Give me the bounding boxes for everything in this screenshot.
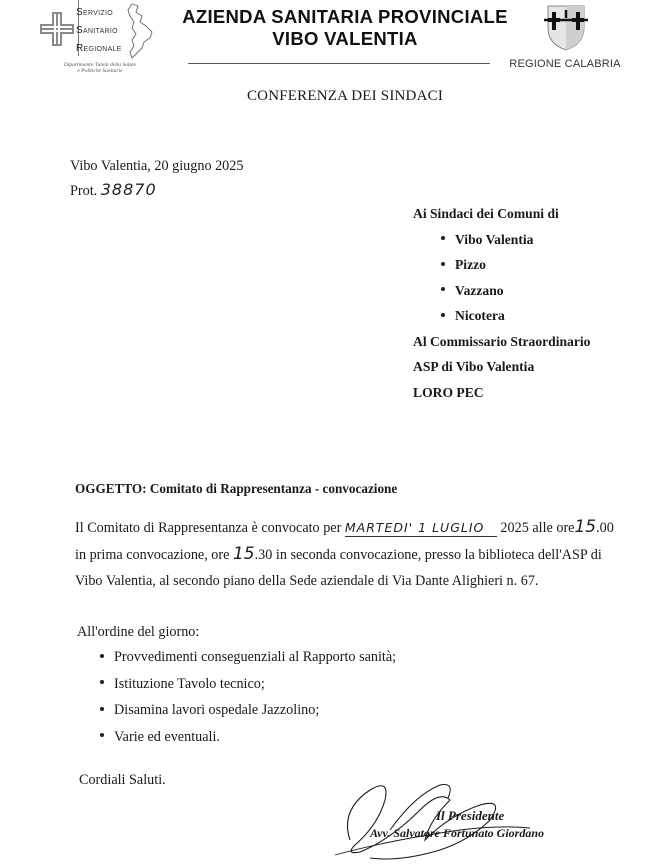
- signature-name: Avv. Salvatore Fortunato Giordano: [370, 826, 545, 840]
- logo-caption-1: Dipartimento Tutela della Salute: [63, 62, 137, 68]
- list-item: Vibo Valentia: [441, 227, 590, 253]
- handwritten-hour-1: 15: [574, 517, 597, 537]
- cross-logo-icon: [40, 12, 74, 46]
- list-item: Vazzano: [441, 278, 590, 304]
- closing: Cordiali Saluti.: [79, 772, 166, 788]
- regione-emblem-icon: [534, 2, 598, 52]
- header-rule: [188, 63, 490, 64]
- header-title-1: AZIENDA SANITARIA PROVINCIALE: [182, 6, 508, 27]
- logo-line-2: SANITARIO: [76, 25, 118, 36]
- convocation-line-2: in prima convocazione, ore 15.30 in seconda convocazione, presso la biblioteca dell'ASP di: [75, 544, 602, 564]
- handwritten-date: MARTEDI' 1 LUGLIO: [345, 520, 497, 537]
- convocation-paragraph: [75, 514, 635, 594]
- signature-role: Il Presidente: [436, 808, 505, 823]
- commissario-line-2: ASP di Vibo Valentia: [413, 359, 535, 374]
- list-item: Pizzo: [441, 252, 590, 278]
- recipients-heading: Ai Sindaci dei Comuni di: [413, 206, 559, 221]
- agenda-intro: All'ordine del giorno:: [77, 624, 200, 640]
- convocation-line-1: Il Comitato di Rappresentanza è convocato per MARTEDI' 1 LUGLIO 2025 alle ore15.00: [75, 517, 614, 537]
- list-item: Nicotera: [441, 303, 590, 329]
- pec-line: LORO PEC: [413, 384, 484, 400]
- handwritten-hour-2: 15: [232, 544, 255, 564]
- protocol: [70, 178, 157, 203]
- comuni-list: [441, 227, 590, 329]
- recipients-block: [413, 201, 590, 405]
- commissario-line-1: Al Commissario Straordinario: [413, 333, 591, 349]
- logo-caption-2: e Politiche Sanitarie: [77, 68, 123, 74]
- list-item: Varie ed eventuali.: [100, 724, 396, 751]
- logo-line-3: REGIONALE: [76, 43, 122, 54]
- convocation-line-3: Vibo Valentia, al secondo piano della Sede aziendale di Via Dante Alighieri n. 67.: [75, 573, 539, 589]
- region-label: REGIONE CALABRIA: [509, 58, 621, 70]
- agenda-list: [100, 644, 396, 750]
- list-item: Provvedimenti conseguenziali al Rapporto sanità;: [100, 644, 396, 671]
- list-item: Istituzione Tavolo tecnico;: [100, 671, 396, 698]
- signature-scribble: [330, 770, 540, 865]
- protocol-label: Prot.: [70, 183, 98, 199]
- header-title-2: VIBO VALENTIA: [272, 28, 418, 49]
- logo-line-1: SERVIZIO: [76, 7, 113, 18]
- subject-line: OGGETTO: Comitato di Rappresentanza - convocazione: [75, 481, 398, 496]
- asp-logo: [40, 0, 160, 80]
- protocol-number: 38870: [100, 180, 157, 199]
- list-item: Disamina lavori ospedale Jazzolino;: [100, 697, 396, 724]
- page-subtitle: CONFERENZA DEI SINDACI: [246, 88, 444, 104]
- place-date: Vibo Valentia, 20 giugno 2025: [70, 158, 244, 174]
